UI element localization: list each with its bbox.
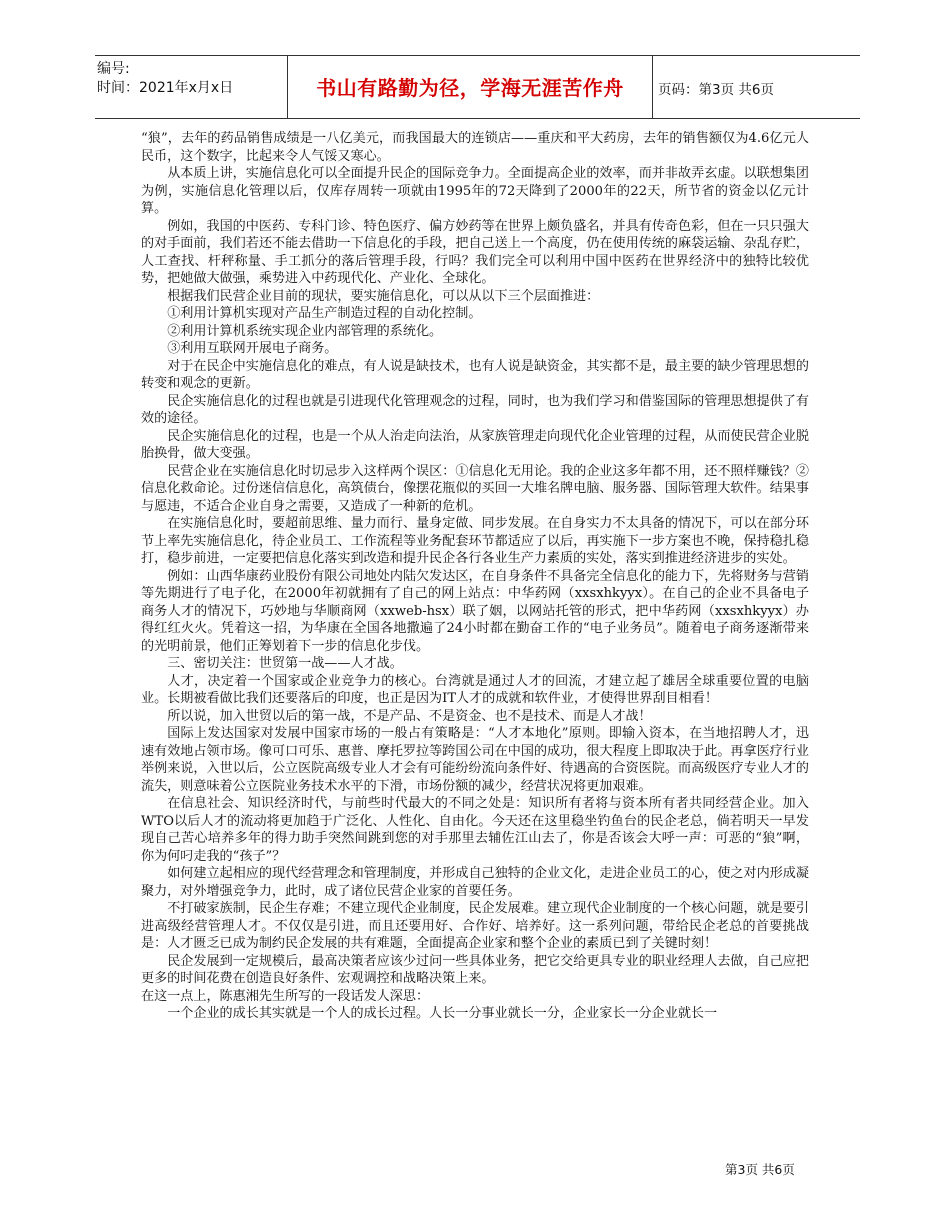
- header-bottom-rule: [95, 118, 860, 119]
- paragraph: 民企实施信息化的过程，也是一个从人治走向法治，从家族管理走向现代化企业管理的过程，从而使民营企业脱胎换骨，做大变强。: [141, 428, 809, 461]
- paragraph: “狼”，去年的药品销售成绩是一八亿美元，而我国最大的连锁店——重庆和平大药房，去年的销售额仅为4.6亿元人民币，这个数字，比起来令人气馁又寒心。: [141, 131, 809, 164]
- header-number-label: 编号:: [97, 61, 130, 77]
- header-divider-left: [287, 55, 288, 118]
- header-page-info: 页码：第3页 共6页: [658, 82, 774, 98]
- paragraph: 不打破家族制，民企生存难；不建立现代企业制度，民企发展难。建立现代企业制度的一个核心问题，就是要引进高级经营管理人才。不仅仅是引进，而且还要用好、合作好、培养好。这一系列问题，带给民企老总的首要挑战是：人才匮乏已成为制约民企发展的共有难题，全面提高企业家和整个企业的素质已到了关键时刻！: [141, 901, 809, 951]
- paragraph: 如何建立起相应的现代经营理念和管理制度，并形成自己独特的企业文化，走进企业员工的心，使之对内形成凝聚力，对外增强竞争力，此时，成了诸位民营企业家的首要任务。: [141, 866, 809, 899]
- paragraph: 所以说，加入世贸以后的第一战，不是产品、不是资金、也不是技术、而是人才战！: [167, 708, 652, 724]
- section-heading: 三、密切关注：世贸第一战——人才战。: [167, 656, 403, 671]
- paragraph: 一个企业的成长其实就是一个人的成长过程。人长一分事业就长一分，企业家长一分企业就长一: [167, 1006, 718, 1021]
- document-body: [141, 130, 809, 1023]
- paragraph: 根据我们民营企业目前的现状，要实施信息化，可以从以下三个层面推进：: [167, 288, 600, 304]
- paragraph: 例如：山西华康药业股份有限公司地处内陆欠发达区，在自身条件不具备完全信息化的能力下，先将财务与营销等先期进行了电子化，在2000年初就拥有了自己的网上站点：中华药网（xxsxhkyyx）。在自己的企业不具备电子商务人才的情况下，巧妙地与华顺商网（xxweb-hsx）联了姻，以网站托管的形式，把中华药网（xxsxhkyyx）办得红红火火。凭着这一招，为华康在全国各地撒遍了24小时都在勤奋工作的“电子业务员”。随着电子商务逐渐带来的光明前景，他们正筹划着下一步的信息化步伐。: [141, 568, 809, 654]
- header-slogan: 书山有路勤为径，学海无涯苦作舟: [316, 76, 624, 100]
- paragraph: 例如，我国的中医药、专科门诊、特色医疗、偏方妙药等在世界上颇负盛名，并具有传奇色彩，但在一只只强大的对手面前，我们若还不能去借助一下信息化的手段，把自己送上一个高度，仍在使用传统的麻袋运输、杂乱存贮，人工查找、杆秤称量、手工抓分的落后管理手段，行吗？我们完全可以利用中国中医药在世界经济中的独特比较优势，把她做大做强，乘势进入中药现代化、产业化、全球化。: [141, 218, 809, 286]
- paragraph: 民营企业在实施信息化时切忌步入这样两个误区：①信息化无用论。我的企业这多年都不用，还不照样赚钱？②信息化救命论。过份迷信信息化，高筑债台，像摆花瓶似的买回一大堆名牌电脑、服务器、国际管理大软件。结果事与愿违，不适合企业自身之需要，又造成了一种新的危机。: [141, 463, 809, 514]
- paragraph: 民企实施信息化的过程也就是引进现代化管理观念的过程，同时，也为我们学习和借鉴国际的管理思想提供了有效的途径。: [141, 393, 809, 426]
- list-item: ②利用计算机系统实现企业内部管理的系统化。: [167, 323, 443, 339]
- paragraph: 国际上发达国家对发展中国家市场的一般占有策略是：“人才本地化”原则。即输入资本，在当地招聘人才，迅速有效地占领市场。像可口可乐、惠普、摩托罗拉等跨国公司在中国的成功，很大程度上即取决于此。再拿医疗行业举例来说，入世以后，公立医院高级专业人才会有可能纷纷流向条件好、待遇高的合资医院。而高级医疗专业人才的流失，则意味着公立医院业务技术水平的下滑，市场份额的减少，经营状况将更加艰难。: [141, 726, 809, 794]
- paragraph: 民企发展到一定规模后，最高决策者应该少过问一些具体业务，把它交给更具专业的职业经理人去做，自己应把更多的时间花费在创造良好条件、宏观调控和战略决策上来。: [141, 953, 809, 986]
- paragraph: 在实施信息化时，要超前思维、量力而行、量身定做、同步发展。在自身实力不太具备的情况下，可以在部分环节上率先实施信息化，待企业员工、工作流程等业务配套环节都适应了以后，再实施下一步方案也不晚，保持稳扎稳打，稳步前进，一定要把信息化落实到改造和提升民企各行各业生产力素质的实处，落实到推进经济进步的实处。: [141, 516, 809, 566]
- paragraph: 在这一点上，陈惠湘先生所写的一段话发人深思：: [141, 988, 430, 1004]
- header-time-label: 时间：2021年x月x日: [97, 80, 234, 96]
- paragraph: 人才，决定着一个国家或企业竞争力的核心。台湾就是通过人才的回流，才建立起了雄居全球重要位置的电脑业。长期被看做比我们还要落后的印度，也正是因为IT人才的成就和软件业，才使得世界刮目相看！: [141, 673, 809, 706]
- header-top-rule: [95, 55, 860, 56]
- list-item: ③利用互联网开展电子商务。: [167, 341, 338, 356]
- paragraph: 从本质上讲，实施信息化可以全面提升民企的国际竞争力。全面提高企业的效率，而并非故弄玄虚。以联想集团为例，实施信息化管理以后，仅库存周转一项就由1995年的72天降到了2000年的22天，所节省的资金以亿元计算。: [141, 166, 809, 216]
- paragraph: 对于在民企中实施信息化的难点，有人说是缺技术，也有人说是缺资金，其实都不是，最主要的缺少管理思想的转变和观念的更新。: [141, 358, 809, 391]
- paragraph: 在信息社会、知识经济时代，与前些时代最大的不同之处是：知识所有者将与资本所有者共同经营企业。加入WTO以后人才的流动将更加趋于广泛化、人性化、自由化。今天还在这里稳坐钓鱼台的民企老总，倘若明天一早发现自己苦心培养多年的得力助手突然间跳到您的对手那里去辅佐江山去了，你是否该会大呼一声：可恶的“狼”啊，你为何叼走我的“孩子”？: [141, 796, 809, 864]
- header-divider-right: [652, 55, 653, 118]
- header-meta: [97, 60, 287, 98]
- list-item: ①利用计算机实现对产品生产制造过程的自动化控制。: [167, 306, 482, 321]
- footer-page-info: 第3页 共6页: [725, 1162, 795, 1177]
